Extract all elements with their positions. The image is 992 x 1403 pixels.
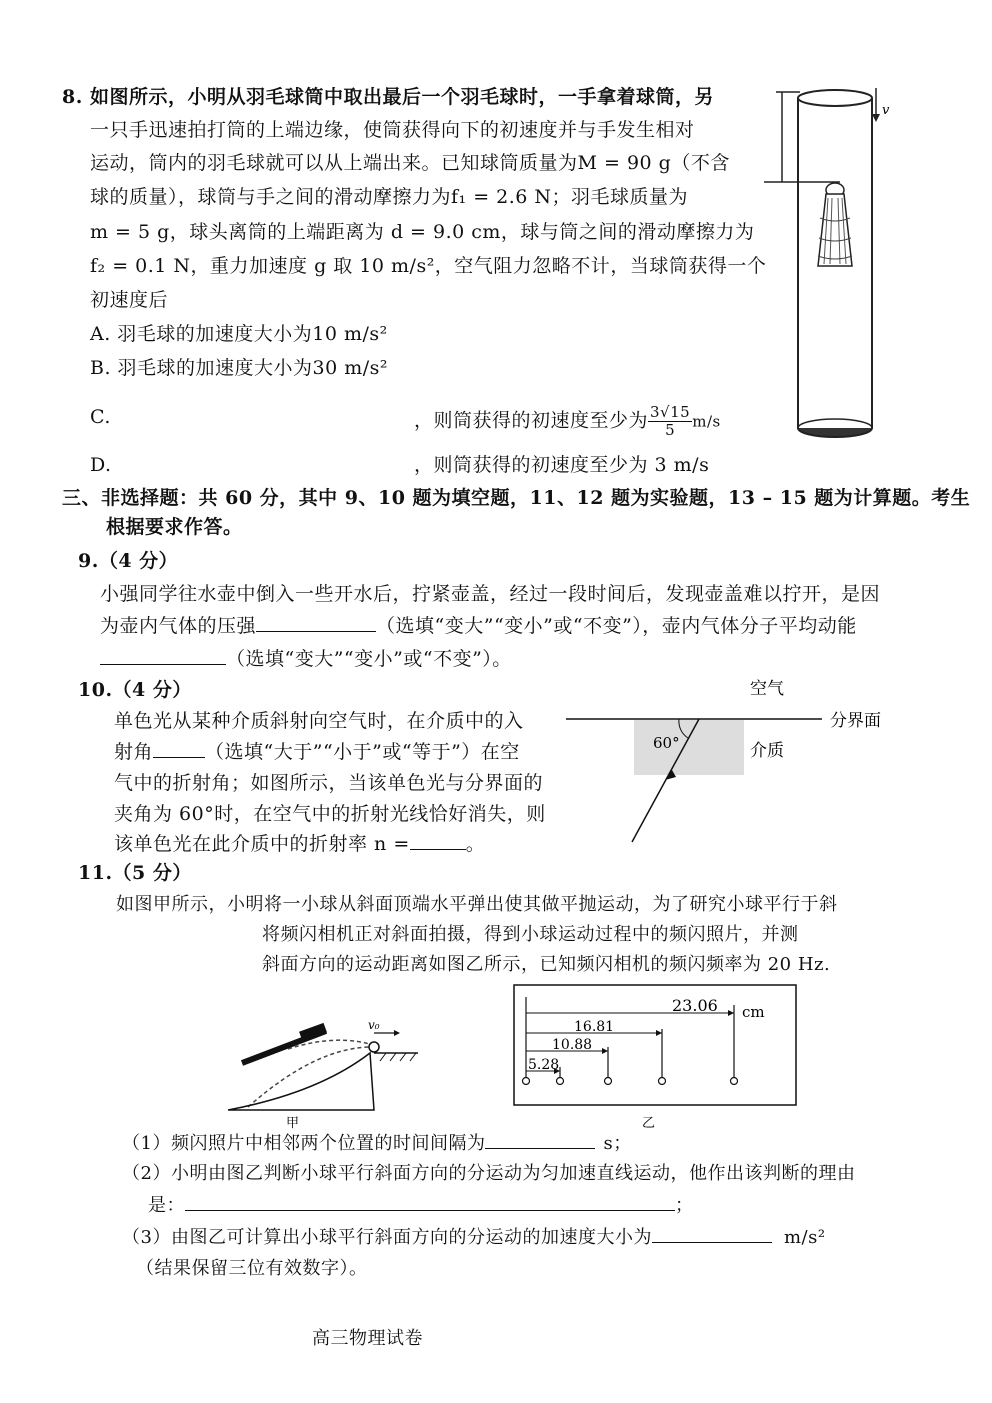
distance-label-1: 5.28 — [528, 1057, 560, 1073]
q11-sub2: （2）小明由图乙判断小球平行斜面方向的分运动为匀加速直线运动，他作出该判断的理由 — [122, 1163, 856, 1184]
q11-sub3-note: （结果保留三位有效数字）。 — [136, 1258, 368, 1279]
q11-line-1: 如图甲所示，小明将一小球从斜面顶端水平弹出使其做平抛运动，为了研究小球平行于斜 — [116, 894, 838, 915]
q10-blank-1[interactable] — [153, 739, 205, 758]
q11-blank-3[interactable] — [652, 1224, 772, 1243]
q11-sub1-end: s； — [603, 1133, 632, 1154]
q8-option-c-text: ，则筒获得的初速度至少为 — [414, 409, 649, 432]
q9-line-3-end: （选填“变大”“变小”或“不变”）。 — [226, 648, 512, 670]
distance-label-2: 10.88 — [552, 1037, 593, 1053]
q9-line-3 — [100, 646, 512, 672]
velocity-label: v — [882, 103, 890, 118]
q10-line-2-start: 射角 — [114, 741, 154, 763]
angle-label: 60° — [653, 734, 680, 752]
q8-option-b: B. 羽毛球的加速度大小为30 m/s² — [90, 357, 389, 379]
q8-line-7: 初速度后 — [90, 289, 169, 311]
q8-line-2: 一只手迅速拍打筒的上端边缘，使筒获得向下的初速度并与手发生相对 — [90, 119, 695, 141]
page-footer: 高三物理试卷 — [312, 1328, 423, 1349]
unit-label: cm — [742, 1003, 765, 1021]
q11-sub3-start: （3）由图乙可计算出小球平行斜面方向的分运动的加速度大小为 — [122, 1227, 652, 1248]
q10-line-2 — [114, 739, 520, 765]
q9-blank-1[interactable] — [256, 613, 376, 632]
section3-heading-line-1: 三、非选择题：共 60 分，其中 9、10 题为填空题，11、12 题为实验题，13 – 15 题为计算题。考生 — [62, 487, 971, 509]
q8-option-c-unit: m/s — [692, 412, 721, 431]
q11-line-2: 将频闪相机正对斜面拍摄，得到小球运动过程中的频闪照片，并测 — [262, 924, 799, 945]
q11-heading: 11.（5 分） — [78, 862, 192, 884]
v0-label: v₀ — [368, 1018, 380, 1032]
q10-line-5-start: 该单色光在此介质中的折射率 n = — [114, 833, 410, 855]
shuttle-tube-figure — [760, 78, 910, 450]
q9-line-1: 小强同学往水壶中倒入一些开水后，拧紧壶盖，经过一段时间后，发现壶盖难以拧开，是因 — [100, 583, 881, 605]
q10-heading: 10.（4 分） — [78, 679, 192, 701]
q10-blank-2[interactable] — [410, 831, 466, 850]
q10-line-3: 气中的折射角；如图所示，当该单色光与分界面的 — [114, 772, 544, 794]
distance-label-3: 16.81 — [574, 1019, 615, 1035]
q9-line-2-end: （选填“变大”“变小”或“不变”），壶内气体分子平均动能 — [376, 615, 857, 637]
q8-option-c-denominator: 5 — [665, 421, 676, 439]
strobe-figure-yi — [512, 983, 802, 1133]
q11-sub2-line-2 — [148, 1192, 694, 1219]
q10-line-1: 单色光从某种介质斜射向空气时，在介质中的入 — [114, 710, 524, 732]
q9-blank-2[interactable] — [100, 646, 226, 665]
q11-line-3: 斜面方向的运动距离如图乙所示，已知频闪相机的频闪频率为 20 Hz. — [262, 954, 831, 975]
q8-option-c-fraction — [648, 404, 692, 439]
q8-line-1: 8. 如图所示，小明从羽毛球筒中取出最后一个羽毛球时，一手拿着球筒，另 — [62, 86, 714, 108]
air-label: 空气 — [750, 679, 784, 699]
figure-jia-label: 甲 — [286, 1116, 300, 1130]
distance-label-4: 23.06 — [672, 996, 718, 1015]
q11-sub3 — [122, 1224, 826, 1251]
incline-figure-jia — [228, 1015, 458, 1130]
q11-sub3-unit: m/s² — [783, 1227, 826, 1248]
q10-line-4: 夹角为 60°时，在空气中的折射光线恰好消失，则 — [114, 803, 546, 825]
q10-line-2-end: （选填“大于”“小于”或“等于”）在空 — [205, 741, 520, 763]
q11-blank-1[interactable] — [485, 1130, 595, 1149]
figure-yi-label: 乙 — [642, 1116, 656, 1131]
q10-line-5 — [114, 831, 485, 857]
refraction-figure — [560, 672, 900, 862]
q11-sub2-prefix: 是： — [148, 1195, 185, 1216]
q11-blank-2[interactable] — [185, 1192, 675, 1211]
section3-heading-line-2: 根据要求作答。 — [106, 516, 243, 538]
q8-option-d: ，则筒获得的初速度至少为 3 m/s — [414, 454, 710, 476]
q8-option-c-numerator: 3√15 — [650, 403, 691, 421]
q8-line-6: f₂ = 0.1 N，重力加速度 g 取 10 m/s²，空气阻力忽略不计，当球筒获得一个 — [90, 255, 767, 277]
q8-line-4: 球的质量），球筒与手之间的滑动摩擦力为f₁ = 2.6 N；羽毛球质量为 — [90, 186, 689, 208]
q8-option-c-label: C. — [90, 406, 111, 428]
q8-option-d-label: D. — [90, 454, 112, 476]
q11-sub1 — [122, 1130, 632, 1157]
medium-label: 介质 — [750, 741, 784, 761]
q9-line-2-start: 为壶内气体的压强 — [100, 615, 257, 637]
q11-sub2-end: ； — [675, 1195, 694, 1216]
q8-line-5: m = 5 g，球头离筒的上端距离为 d = 9.0 cm，球与筒之间的滑动摩擦力为 — [90, 221, 755, 243]
q9-line-2 — [100, 613, 857, 639]
q9-heading: 9.（4 分） — [78, 550, 179, 572]
interface-label: 分界面 — [830, 711, 881, 731]
q11-sub1-start: （1）频闪照片中相邻两个位置的时间间隔为 — [122, 1133, 486, 1154]
q10-line-5-end: 。 — [465, 833, 486, 855]
q8-option-a: A. 羽毛球的加速度大小为10 m/s² — [90, 323, 388, 345]
q8-line-3: 运动，筒内的羽毛球就可以从上端出来。已知球筒质量为M = 90 g（不含 — [90, 152, 730, 174]
q8-option-c — [414, 404, 721, 439]
